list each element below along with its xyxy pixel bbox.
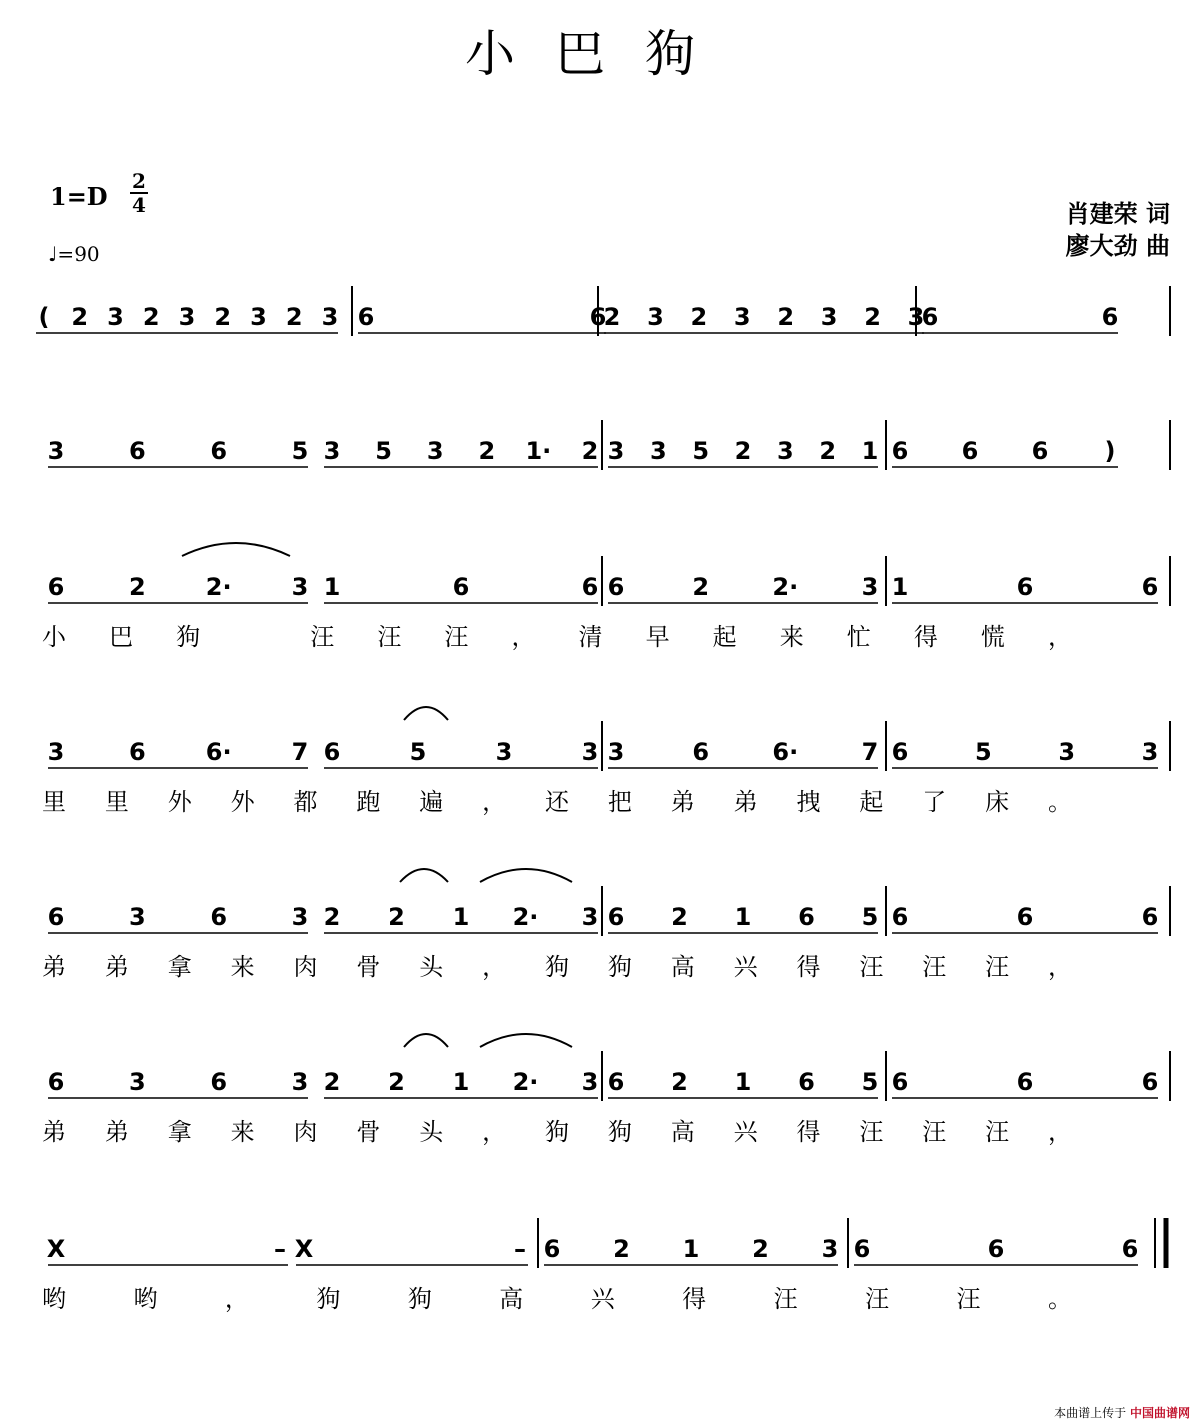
note: 2 [613, 1235, 630, 1263]
lyric-char: 汪 [444, 623, 469, 651]
note: 3 [291, 573, 309, 601]
note: 1 [452, 903, 470, 931]
lyric-char: 狗 [607, 953, 632, 981]
note: 1 [452, 1068, 470, 1096]
note: 2 [864, 303, 881, 331]
lyric-char: 外 [230, 788, 255, 816]
note: 3 [47, 738, 65, 766]
note: 1 [861, 437, 879, 465]
note: 3 [820, 303, 838, 331]
note: 2 [752, 1235, 769, 1263]
note: 6 [128, 437, 146, 465]
lyric-char: ， [1048, 953, 1072, 981]
lyric-char: 外 [167, 788, 192, 816]
lyric-char: 清 [578, 623, 603, 651]
note: 3 [821, 1235, 839, 1263]
note: 3 [581, 903, 599, 931]
note: 2 [581, 437, 599, 465]
lyric-char: 汪 [922, 953, 947, 981]
lyric-char: 哟 [133, 1285, 158, 1313]
note: 2 [71, 303, 89, 331]
tempo-marking: ♩=90 [48, 242, 100, 266]
lyric-char: 得 [682, 1285, 707, 1313]
note: 2 [323, 903, 341, 931]
note: – [514, 1235, 526, 1263]
note: 6 [853, 1235, 871, 1263]
lyric-char: 得 [796, 1118, 821, 1146]
lyric-char: 汪 [865, 1285, 890, 1313]
note: 1 [682, 1235, 700, 1263]
note: 6 [323, 738, 341, 766]
lyric-char: 汪 [985, 953, 1010, 981]
lyric-char: 了 [922, 788, 947, 816]
lyric-char: 巴 [109, 623, 134, 651]
note: 1 [323, 573, 341, 601]
time-signature-denominator: 4 [132, 193, 146, 217]
note: 6 [798, 1068, 815, 1096]
note: 2 [323, 1068, 341, 1096]
note: 6 [1031, 437, 1049, 465]
note: 2 [285, 303, 303, 331]
lyric-char: 汪 [956, 1285, 981, 1313]
lyric-char: 弟 [104, 1118, 129, 1146]
lyric-char: 来 [230, 1118, 255, 1146]
note: 3 [323, 437, 341, 465]
lyric-char: 慌 [980, 623, 1005, 651]
note: 7 [291, 738, 309, 766]
note: 3 [495, 738, 513, 766]
lyric-char: ， [482, 953, 507, 981]
lyric-char: 里 [104, 788, 129, 816]
note: 3 [426, 437, 444, 465]
note: 6 [1016, 903, 1034, 931]
lyric-char: 兴 [590, 1285, 615, 1313]
note: 3 [291, 903, 309, 931]
note: 6 [210, 1068, 228, 1096]
lyricist-credit: 肖建荣 词 [1065, 200, 1170, 228]
note: X [46, 1235, 66, 1263]
note: 3 [128, 903, 146, 931]
lyric-char: 狗 [176, 623, 201, 651]
lyric-char: 都 [293, 788, 318, 816]
lyric-char: ， [511, 623, 536, 651]
lyric-char: 拿 [167, 953, 192, 981]
lyric-char: 汪 [922, 1118, 947, 1146]
note: 3 [128, 1068, 146, 1096]
song-title: 小巴狗 [465, 25, 735, 83]
slur [404, 1034, 448, 1047]
lyric-char: 来 [230, 953, 255, 981]
lyric-char: 跑 [356, 788, 381, 816]
note: 3 [861, 573, 879, 601]
note: 2 [671, 1068, 688, 1096]
note: 3 [607, 437, 625, 465]
note: 1 [891, 573, 909, 601]
lyric-char: 。 [1048, 788, 1072, 816]
note: 3 [649, 437, 667, 465]
lyric-char: 小 [42, 623, 66, 651]
note: 3 [647, 303, 664, 331]
note: 2 [692, 573, 710, 601]
note: 6 [891, 437, 909, 465]
lyric-char: 骨 [356, 953, 381, 981]
note: 6 [1101, 303, 1119, 331]
note: 2 [777, 303, 795, 331]
note: 2 [128, 573, 146, 601]
lyric-char: 起 [859, 788, 884, 816]
note: 6 [47, 573, 65, 601]
lyric-char: 遍 [419, 788, 444, 816]
note: 6 [210, 903, 228, 931]
lyric-char: 拽 [796, 788, 821, 816]
note: 6 [798, 903, 815, 931]
note: 1 [734, 1068, 752, 1096]
footer-text: 本曲谱上传于 [1054, 1406, 1127, 1420]
note: 6 [607, 903, 625, 931]
note: 2· [205, 573, 232, 601]
note: 6 [128, 738, 146, 766]
lyric-char: 得 [796, 953, 821, 981]
lyric-char: 汪 [859, 1118, 884, 1146]
lyric-char: 狗 [545, 953, 569, 981]
note: 5 [291, 437, 309, 465]
note: 6· [772, 738, 799, 766]
lyric-char: 忙 [846, 623, 871, 651]
lyric-char: 还 [545, 788, 569, 816]
note: 2 [603, 303, 621, 331]
note: 2 [142, 303, 160, 331]
lyric-char: 高 [499, 1285, 524, 1313]
note: 3 [321, 303, 339, 331]
note: 3 [607, 738, 625, 766]
note: 6 [47, 903, 65, 931]
note: 6 [692, 738, 710, 766]
note: 6 [452, 573, 470, 601]
composer-credit: 廖大劲 曲 [1065, 232, 1170, 260]
lyric-char: 弟 [42, 953, 66, 981]
note: 6 [891, 1068, 909, 1096]
note: 6 [543, 1235, 561, 1263]
note: 7 [861, 738, 879, 766]
note: 3 [1058, 738, 1076, 766]
lyric-char: 弟 [733, 788, 758, 816]
note: 6 [210, 437, 228, 465]
note: 5 [861, 903, 879, 931]
note: 3 [107, 303, 124, 331]
note: 3 [178, 303, 196, 331]
note: 1· [525, 437, 552, 465]
note: 5 [409, 738, 427, 766]
lyric-char: ， [1048, 623, 1072, 651]
lyric-char: ， [482, 1118, 507, 1146]
lyric-char: 把 [607, 788, 632, 816]
lyric-char: 狗 [407, 1285, 432, 1313]
note: ( [38, 303, 50, 331]
upload-footer [1054, 1404, 1190, 1421]
note: 6 [987, 1235, 1005, 1263]
lyric-char: 骨 [356, 1118, 381, 1146]
note: 3 [47, 437, 65, 465]
note: ) [1104, 437, 1116, 465]
lyric-char: 汪 [859, 953, 884, 981]
note: 1 [734, 903, 752, 931]
note: 5 [375, 437, 392, 465]
note: 2 [214, 303, 232, 331]
lyric-char: 弟 [670, 788, 695, 816]
lyric-char: ， [224, 1285, 249, 1313]
lyric-char: 哟 [42, 1285, 66, 1313]
note: 6 [357, 303, 375, 331]
note: 2· [772, 573, 799, 601]
slur [182, 543, 290, 556]
lyric-char: ， [482, 788, 507, 816]
note: 2 [388, 903, 405, 931]
note: 6 [581, 573, 599, 601]
note: 6 [607, 1068, 625, 1096]
lyric-char: 弟 [104, 953, 129, 981]
note: 5 [692, 437, 710, 465]
note: 3 [776, 437, 794, 465]
note: 3 [1141, 738, 1159, 766]
lyric-char: 高 [670, 953, 695, 981]
lyric-char: 高 [670, 1118, 695, 1146]
note: 6 [607, 573, 625, 601]
lyric-char: 汪 [310, 623, 335, 651]
slur [404, 707, 448, 720]
note: 3 [250, 303, 267, 331]
lyric-char: 早 [645, 623, 670, 651]
slur [480, 1034, 572, 1047]
note: 6 [589, 303, 607, 331]
lyric-char: 拿 [167, 1118, 192, 1146]
lyric-char: ， [1048, 1118, 1072, 1146]
note: 3 [581, 1068, 599, 1096]
note: – [274, 1235, 286, 1263]
lyric-char: 狗 [607, 1118, 632, 1146]
footer-brand: 中国曲谱网 [1129, 1406, 1190, 1420]
lyric-char: 头 [419, 1118, 444, 1146]
note: 3 [733, 303, 751, 331]
note: 6 [891, 738, 909, 766]
lyric-char: 弟 [42, 1118, 66, 1146]
time-signature-numerator: 2 [132, 169, 146, 193]
lyric-char: 肉 [293, 953, 318, 981]
lyric-char: 床 [985, 788, 1010, 816]
lyric-char: 汪 [985, 1118, 1010, 1146]
note: 3 [291, 1068, 309, 1096]
note: 2 [819, 437, 837, 465]
lyric-char: 肉 [293, 1118, 318, 1146]
note: 6 [1016, 1068, 1034, 1096]
note: 6 [1141, 1068, 1159, 1096]
note: 2· [512, 1068, 539, 1096]
lyric-char: 狗 [545, 1118, 569, 1146]
lyric-char: 头 [419, 953, 444, 981]
note: 2 [478, 437, 496, 465]
note: 6 [961, 437, 979, 465]
lyric-char: 汪 [773, 1285, 798, 1313]
note: 6 [1121, 1235, 1139, 1263]
lyric-char: 里 [42, 788, 66, 816]
lyric-char: 狗 [316, 1285, 341, 1313]
note: 6 [1016, 573, 1034, 601]
note: 6 [891, 903, 909, 931]
note: 2 [734, 437, 752, 465]
note: 2 [388, 1068, 405, 1096]
note: 6 [921, 303, 939, 331]
note: 2· [512, 903, 539, 931]
note: 5 [974, 738, 992, 766]
note: 6 [1141, 573, 1159, 601]
slur [400, 869, 448, 882]
lyric-char: 来 [779, 623, 804, 651]
lyric-char: 汪 [377, 623, 402, 651]
lyric-char: 起 [712, 623, 737, 651]
note: 2 [671, 903, 688, 931]
lyric-char: 兴 [733, 953, 758, 981]
note: 2 [690, 303, 708, 331]
note: 6· [205, 738, 232, 766]
note: 6 [47, 1068, 65, 1096]
lyric-char: 兴 [733, 1118, 758, 1146]
note: 3 [581, 738, 599, 766]
slur [480, 869, 572, 882]
key-signature: 1=D [50, 182, 108, 211]
note: 3 [907, 303, 925, 331]
lyric-char: 。 [1048, 1285, 1072, 1313]
note: 6 [1141, 903, 1159, 931]
note: X [294, 1235, 314, 1263]
note: 5 [861, 1068, 879, 1096]
lyric-char: 得 [913, 623, 938, 651]
